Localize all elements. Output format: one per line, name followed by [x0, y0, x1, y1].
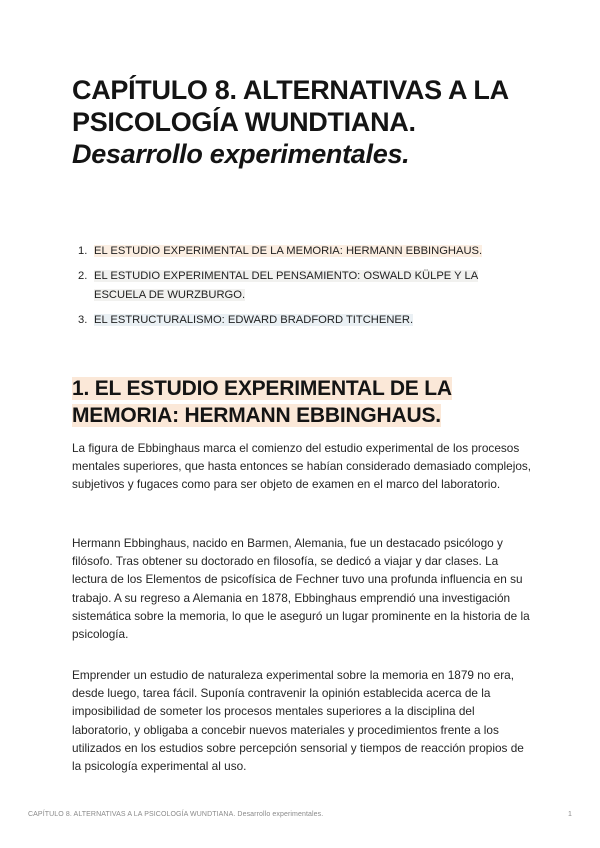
section-heading-text: 1. EL ESTUDIO EXPERIMENTAL DE LA MEMORIA: HERMANN EBBINGHAUS. [72, 377, 452, 427]
toc-item-number: 3. [78, 314, 88, 326]
page-footer [28, 811, 572, 818]
table-of-contents [72, 242, 532, 336]
toc-item[interactable] [72, 267, 532, 305]
toc-item[interactable] [72, 311, 532, 330]
section-heading [72, 375, 512, 429]
body-paragraph: La figura de Ebbinghaus marca el comienzo del estudio experimental de los procesos mentales superiores, que hasta entonces se habían considerado demasiado complejos, subjetivos y fugaces como para ser objeto de examen en el marco del laboratorio. [72, 441, 532, 492]
body-paragraph: Hermann Ebbinghaus, nacido en Barmen, Alemania, fue un destacado psicólogo y filósofo. Tras obtener su doctorado en filosofía, se dedicó a viajar y dar clases. La lectura de los Elementos de psicofísica de Fechner tuvo una profunda influencia en su trabajo. A su regreso a Alemania en 1878, Ebbinghaus emprendió una investigación sistemática sobre la memoria, lo que le aseguró un lugar prominente en la historia de la psicología. [72, 536, 530, 642]
body-paragraph: Emprender un estudio de naturaleza experimental sobre la memoria en 1879 no era, desde luego, tarea fácil. Suponía contravenir la opinión establecida acerca de la imposibilidad de someter los procesos mentales superiores a la disciplina del laboratorio, y obligaba a concebir nuevos materiales y procedimientos frente a los utilizados en los estudios sobre percepción sensorial y tiempos de reacción propios de la psicología experimental al uso. [72, 668, 524, 774]
toc-item-label: EL ESTUDIO EXPERIMENTAL DE LA MEMORIA: HERMANN EBBINGHAUS. [94, 245, 483, 257]
toc-item[interactable] [72, 242, 532, 261]
toc-item-number: 2. [78, 270, 88, 282]
page-title-main: CAPÍTULO 8. ALTERNATIVAS A LA PSICOLOGÍA WUNDTIANA. [72, 75, 508, 137]
toc-item-label: EL ESTRUCTURALISMO: EDWARD BRADFORD TITCHENER. [94, 314, 414, 326]
page-subtitle: Desarrollo experimentales. [72, 139, 410, 169]
toc-item-number: 1. [78, 245, 88, 257]
page-title [72, 74, 542, 170]
footer-text: CAPÍTULO 8. ALTERNATIVAS A LA PSICOLOGÍA WUNDTIANA. Desarrollo experimentales. [28, 811, 324, 818]
toc-item-label: EL ESTUDIO EXPERIMENTAL DEL PENSAMIENTO: OSWALD KÜLPE Y LA ESCUELA DE WURZBURGO. [94, 270, 479, 301]
page-number: 1 [568, 811, 572, 818]
